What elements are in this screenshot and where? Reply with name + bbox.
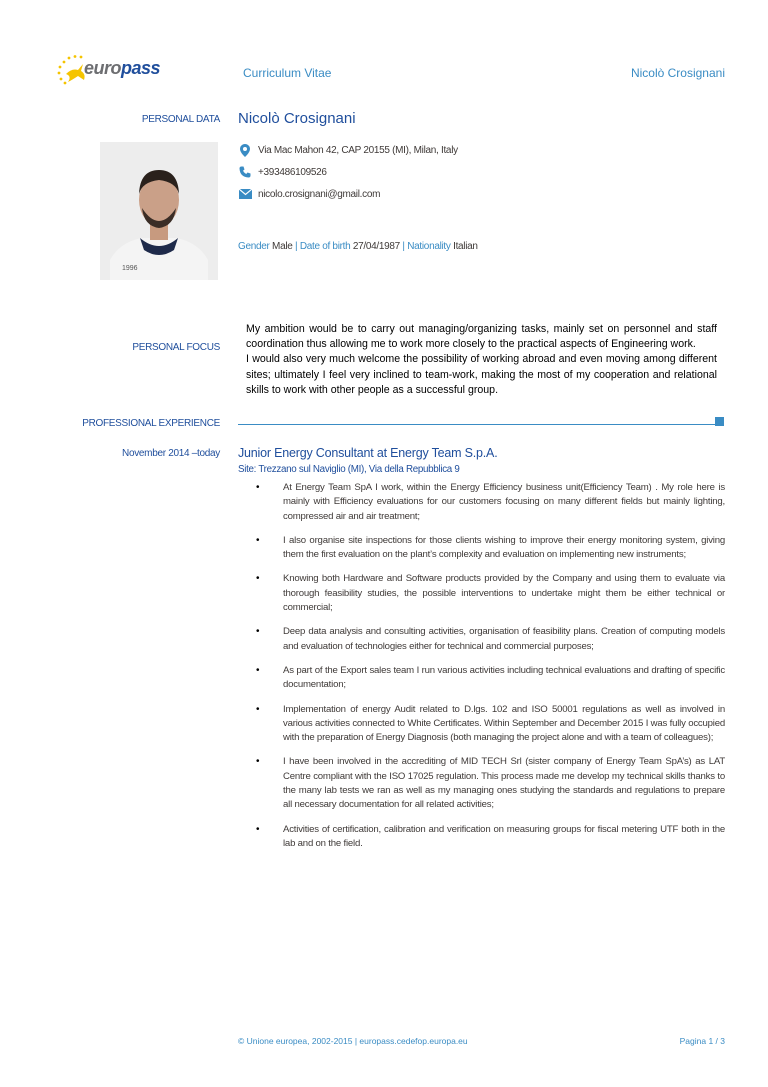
focus-paragraph-1: My ambition would be to carry out managing/organizing tasks, mainly set on personnel and staff coordination thus allowing me to work more closely to the practical aspects of Engineering work. [246,323,717,351]
location-pin-icon [238,143,252,157]
list-item: • As part of the Export sales team I run various activities including technical evaluations and drafting of specific documentation; [254,664,725,693]
footer-copyright[interactable]: © Unione europea, 2002-2015 | europass.cedefop.europa.eu [238,1036,468,1046]
list-item: • Deep data analysis and consulting activities, organisation of feasibility plans. Creation of computing models and evaluation of technologies either for technical and commercial purposes; [254,625,725,654]
separator: | [402,241,405,252]
email-text[interactable]: nicolo.crosignani@gmail.com [258,188,381,200]
shirt-text: 1996 [122,265,138,272]
dob-value: 27/04/1987 [352,241,400,252]
separator: | [295,241,298,252]
personal-focus-text [246,322,717,398]
list-item: • I have been involved in the accrediting of MID TECH Srl (sister company of Energy Team SpA’s) as LAT Centre compliant with the ISO 17025 regulation. This process made me develop my technical skills thanks to the many lab tests we ran as well as my managing ones studying the standards and regulations to prepare all necessary documentation for all related activities; [254,755,725,812]
phone-row [238,165,327,179]
header-person-name: Nicolò Crosignani [630,66,725,80]
email-row [238,187,380,201]
job-title: Junior Energy Consultant at Energy Team S.p.A. [238,446,498,460]
page-number: Pagina 1 / 3 [679,1036,725,1046]
profile-photo [100,142,218,280]
address-row [238,143,458,157]
nationality-label: Nationality [407,241,451,252]
list-item: • I also organise site inspections for those clients wishing to improve their energy monitoring system, giving them the first evaluation on the plant’s complexity and evaluation on implementing new instruments; [254,534,725,563]
list-item: • Implementation of energy Audit related to D.lgs. 102 and ISO 50001 regulations as well as involved in various activities connected to White Certificates. Within September and December 2015 I was fully occupied with the preparation of Energy Diagnosis (both managing the project alone and with a team of colleagues); [254,703,725,746]
personal-focus-label: PERSONAL FOCUS [132,342,220,353]
address-text: Via Mac Mahon 42, CAP 20155 (MI), Milan, Italy [258,144,458,156]
section-divider [238,424,715,425]
phone-icon [238,165,252,179]
experience-period: November 2014 –today [122,448,220,459]
gender-value: Male [272,241,293,252]
personal-details-row [238,241,478,252]
person-name: Nicolò Crosignani [238,110,356,127]
nationality-value: Italian [453,241,478,252]
europass-wordmark: europass [84,58,161,78]
focus-paragraph-2: I would also very much welcome the possibility of working abroad and even moving among different sites; ultimately I feel very inclined to team-work, making the most of my cooperation and relational skills to work with other people as a successful group. [246,353,717,396]
phone-text[interactable]: +393486109526 [258,166,327,178]
personal-data-label: PERSONAL DATA [141,114,220,125]
list-item: • At Energy Team SpA I work, within the Energy Efficiency business unit(Efficiency Team) . My role here is mainly with Efficiency evaluations for our customers focusing on many different fields but mainly lighting, compressed air and air treatment; [254,481,725,524]
section-divider-marker [715,417,724,426]
professional-experience-label: PROFESSIONAL EXPERIENCE [82,418,220,429]
list-item: • Knowing both Hardware and Software products provided by the Company and using them to evaluate via thorough feasibility studies, the possible interventions to undertake might them be either technical or commercial; [254,572,725,615]
gender-label: Gender [238,241,270,252]
responsibilities-list [254,481,725,851]
email-icon [238,187,252,201]
person-photo-illustration [100,142,218,280]
job-site: Site: Trezzano sul Naviglio (MI), Via della Repubblica 9 [238,464,460,475]
list-item: • Activities of certification, calibration and verification on measuring groups for fiscal metering UTF both in the lab and on the field. [254,823,725,852]
dob-label: Date of birth [299,241,351,252]
document-type: Curriculum Vitae [243,66,332,80]
